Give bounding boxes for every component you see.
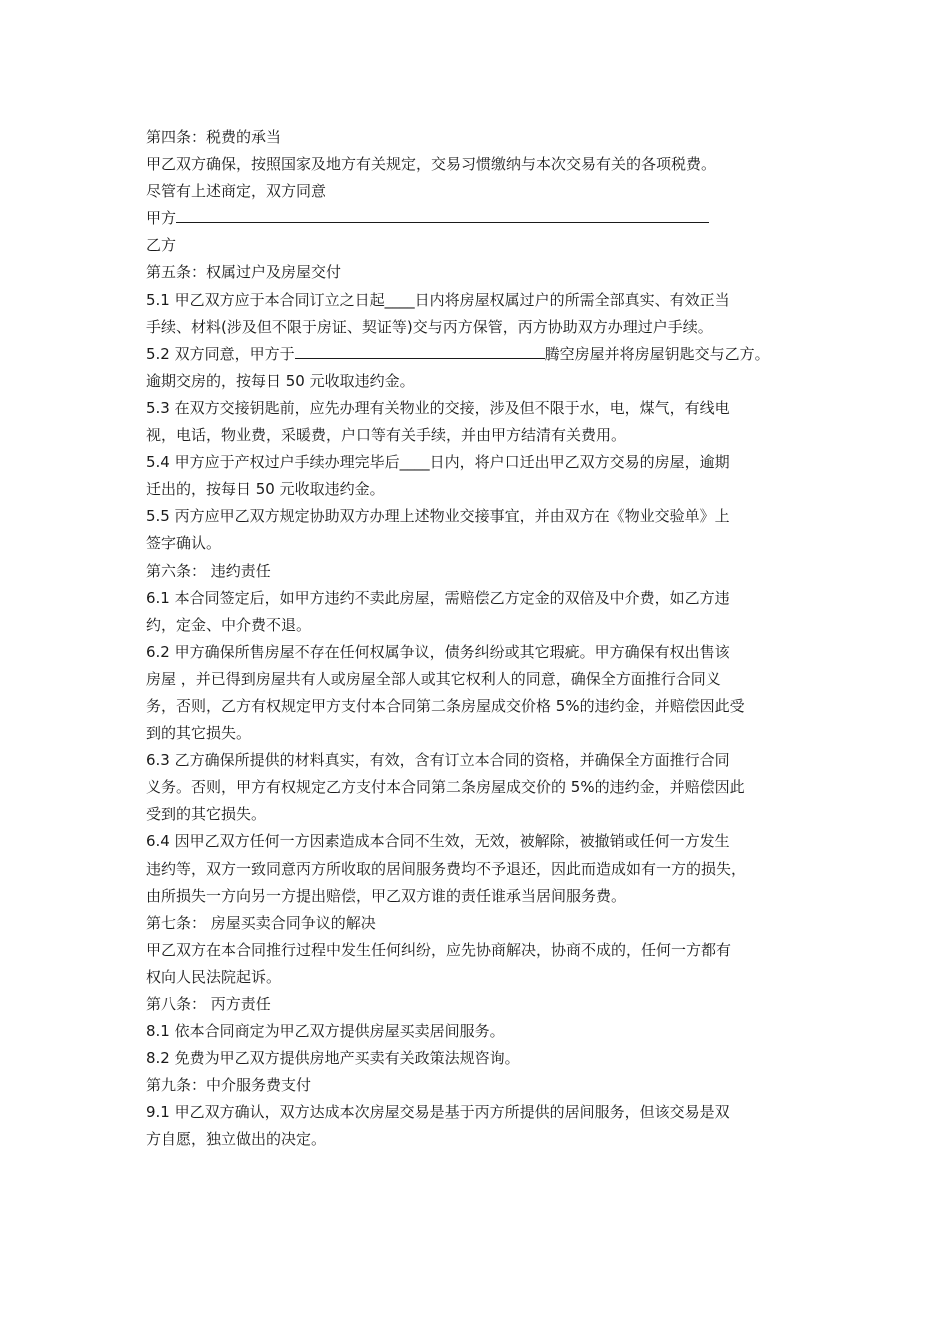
paragraph-line: 8.2 免费为甲乙双方提供房地产买卖有关政策法规咨询。 [146, 1049, 520, 1068]
paragraph-line: 违约等，双方一致同意丙方所收取的居间服务费均不予退还，因此而造成如有一方的损失， [146, 859, 747, 878]
paragraph-line: 迁出的，按每日 50 元收取违约金。 [146, 480, 385, 499]
paragraph-line: 6.2 甲方确保所售房屋不存在任何权属争议，债务纠纷或其它瑕疵。甲方确保有权出售该 [146, 642, 730, 661]
clause-5-heading: 第五条：权属过户及房屋交付 [146, 263, 342, 282]
clause-7-heading: 第七条： 房屋买卖合同争议的解决 [146, 913, 376, 932]
paragraph-line: 约，定金、中介费不退。 [146, 615, 312, 634]
paragraph-line: 权向人民法院起诉。 [146, 967, 282, 986]
paragraph-line: 甲乙双方确保，按照国家及地方有关规定，交易习惯缴纳与本次交易有关的各项税费。 [146, 155, 717, 174]
clause-5-2-line [146, 341, 810, 368]
paragraph-line: 务，否则，乙方有权规定甲方支付本合同第二条房屋成交价格 5%的违约金，并赔偿因此受 [146, 696, 745, 715]
paragraph-line: 8.1 依本合同商定为甲乙双方提供房屋买卖居间服务。 [146, 1022, 505, 1041]
paragraph-line: 6.1 本合同签定后，如甲方违约不卖此房屋，需赔偿乙方定金的双倍及中介费，如乙方违 [146, 588, 730, 607]
paragraph-line: 受到的其它损失。 [146, 805, 267, 824]
paragraph-line: 签字确认。 [146, 534, 222, 553]
handover-date-blank [295, 342, 545, 359]
paragraph-line: 甲乙双方在本合同推行过程中发生任何纠纷，应先协商解决，协商不成的，任何一方都有 [146, 940, 732, 959]
clause-5-2-text-start: 5.2 双方同意，甲方于 [146, 344, 295, 363]
paragraph-line: 5.5 丙方应甲乙双方规定协助双方办理上述物业交接事宜，并由双方在《物业交验单》上 [146, 507, 730, 526]
clause-4-heading: 第四条：税费的承当 [146, 128, 282, 146]
party-a-line [146, 205, 810, 232]
paragraph-line: 手续、材料(涉及但不限于房证、契证等)交与丙方保管，丙方协助双方办理过户手续。 [146, 317, 713, 336]
clause-8-heading: 第八条： 丙方责任 [146, 995, 271, 1013]
clause-5-2-text-end: 腾空房屋并将房屋钥匙交与乙方。 [544, 344, 770, 363]
paragraph-line: 9.1 甲乙双方确认，双方达成本次房屋交易是基于丙方所提供的居间服务，但该交易是双 [146, 1103, 730, 1122]
paragraph-line: 视，电话，物业费，采暖费，户口等有关手续，并由甲方结清有关费用。 [146, 426, 627, 445]
paragraph-line: 逾期交房的，按每日 50 元收取违约金。 [146, 371, 415, 390]
paragraph-line: 6.4 因甲乙双方任何一方因素造成本合同不生效，无效，被解除，被撤销或任何一方发生 [146, 832, 730, 851]
clause-9-heading: 第九条：中介服务费支付 [146, 1076, 312, 1095]
paragraph-line: 义务。否则，甲方有权规定乙方支付本合同第二条房屋成交价的 5%的违约金，并赔偿因此 [146, 778, 745, 797]
paragraph-line: 房屋 ，并已得到房屋共有人或房屋全部人或其它权利人的同意，确保全方面推行合同义 [146, 669, 721, 688]
party-a-label: 甲方 [146, 209, 177, 228]
paragraph-line: 由所损失一方向另一方提出赔偿，甲乙双方谁的责任谁承当居间服务费。 [146, 886, 627, 905]
paragraph-line: 5.1 甲乙双方应于本合同订立之日起____日内将房屋权属过户的所需全部真实、有效正当 [146, 290, 730, 309]
paragraph-line: 5.3 在双方交接钥匙前，应先办理有关物业的交接，涉及但不限于水，电，煤气，有线电 [146, 398, 730, 417]
party-a-blank [176, 206, 709, 223]
paragraph-line: 5.4 甲方应于产权过户手续办理完毕后____日内，将户口迁出甲乙双方交易的房屋，逾期 [146, 453, 730, 472]
paragraph-line: 方自愿，独立做出的决定。 [146, 1130, 327, 1149]
paragraph-line: 6.3 乙方确保所提供的材料真实，有效，含有订立本合同的资格，并确保全方面推行合同 [146, 751, 730, 770]
paragraph-line: 到的其它损失。 [146, 724, 252, 743]
paragraph-line: 尽管有上述商定，双方同意 [146, 182, 327, 201]
party-b-line: 乙方 [146, 236, 177, 255]
clause-6-heading: 第六条： 违约责任 [146, 561, 271, 580]
